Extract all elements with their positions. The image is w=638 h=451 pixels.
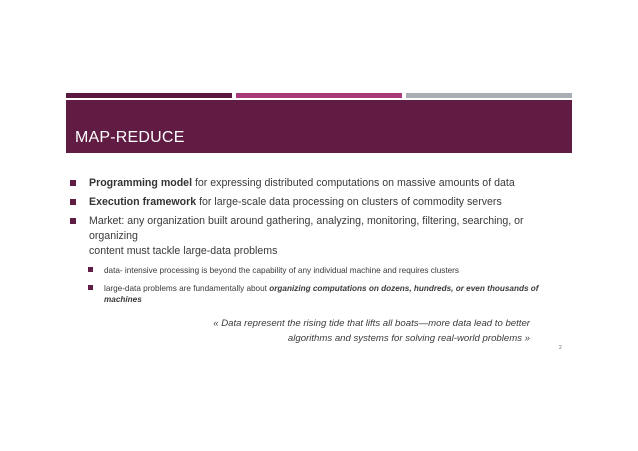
bullet-text-line2: content must tackle large-data problems xyxy=(89,245,278,257)
sub-bullet-text: data- intensive processing is beyond the capability of any individual machine and requires clusters xyxy=(104,266,459,275)
square-bullet-icon xyxy=(88,267,93,272)
sub-bullet-item xyxy=(66,283,572,305)
sub-bullet-text: large-data problems are fundamentally about xyxy=(104,284,270,293)
bullet-strong: Programming model xyxy=(89,177,193,189)
bullet-item xyxy=(66,176,572,191)
bullet-text-line1: Market: any organization built around gathering, analyzing, monitoring, filtering, searching, or organizing xyxy=(89,215,524,242)
square-bullet-icon xyxy=(70,218,76,224)
square-bullet-icon xyxy=(70,180,76,186)
sub-bullet-item xyxy=(66,265,572,276)
quote-line2: algorithms and systems for solving real-world problems » xyxy=(287,333,530,344)
header-stripe-magenta xyxy=(236,93,402,98)
page-number: 2 xyxy=(559,345,562,351)
square-bullet-icon xyxy=(70,199,76,205)
square-bullet-icon xyxy=(88,285,93,290)
bullet-text: for expressing distributed computations on massive amounts of data xyxy=(192,177,515,189)
sub-bullet-emphasis-line2: machines xyxy=(104,295,142,304)
sub-bullet-emphasis-line1: organizing computations on dozens, hundreds, or even thousands of xyxy=(269,284,539,293)
header-stripe-dark xyxy=(66,93,232,98)
quote xyxy=(190,316,530,346)
bullet-text: for large-scale data processing on clusters of commodity servers xyxy=(196,196,502,208)
bullet-item xyxy=(66,214,572,259)
quote-line1: « Data represent the rising tide that lifts all boats—more data lead to better xyxy=(213,318,530,329)
bullet-item xyxy=(66,195,572,210)
slide-title: MAP-REDUCE xyxy=(75,129,185,146)
bullet-strong: Execution framework xyxy=(89,196,197,208)
bullet-list xyxy=(66,176,572,312)
title-band xyxy=(66,100,572,153)
header-stripe-gray xyxy=(406,93,572,98)
